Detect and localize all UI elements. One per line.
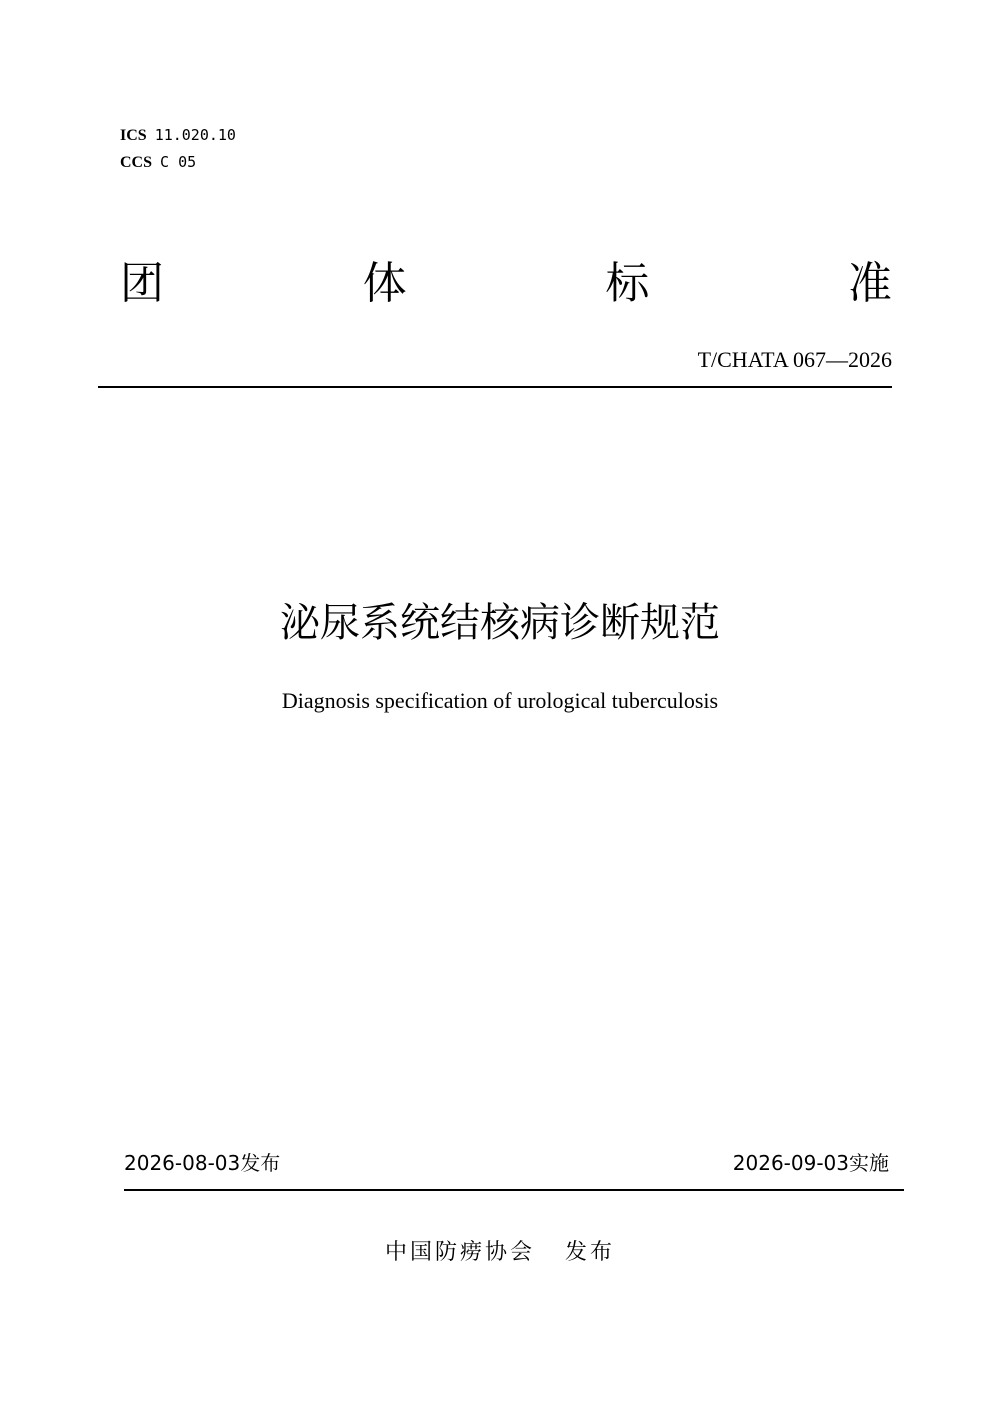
standard-type-char: 体 bbox=[362, 258, 407, 309]
standard-number: T/CHATA 067—2026 bbox=[697, 347, 892, 372]
standard-type-heading bbox=[120, 252, 892, 316]
standard-type-char: 准 bbox=[847, 258, 892, 309]
ccs-value: C 05 bbox=[160, 153, 197, 171]
standard-type-char: 团 bbox=[120, 258, 164, 309]
document-title-chinese: 泌尿系统结核病诊断规范 bbox=[280, 600, 720, 646]
issuer-line bbox=[0, 1236, 1000, 1270]
ics-label: ICS bbox=[120, 127, 147, 144]
top-divider bbox=[98, 386, 892, 388]
ics-row bbox=[120, 122, 236, 149]
classification-codes bbox=[120, 122, 236, 176]
bottom-divider bbox=[124, 1189, 904, 1191]
document-title-english: Diagnosis specification of urological tuberculosis bbox=[281, 688, 719, 713]
ccs-label: CCS bbox=[120, 154, 153, 171]
ics-value: 11.020.10 bbox=[154, 126, 236, 144]
ccs-row bbox=[120, 149, 236, 176]
standard-type-char: 标 bbox=[605, 258, 650, 309]
publish-date: 2026-08-03发布 bbox=[124, 1151, 281, 1175]
issuer-name: 中国防痨协会 bbox=[384, 1240, 535, 1265]
implement-date: 2026-09-03实施 bbox=[732, 1151, 889, 1175]
issuer-action: 发布 bbox=[565, 1240, 616, 1265]
